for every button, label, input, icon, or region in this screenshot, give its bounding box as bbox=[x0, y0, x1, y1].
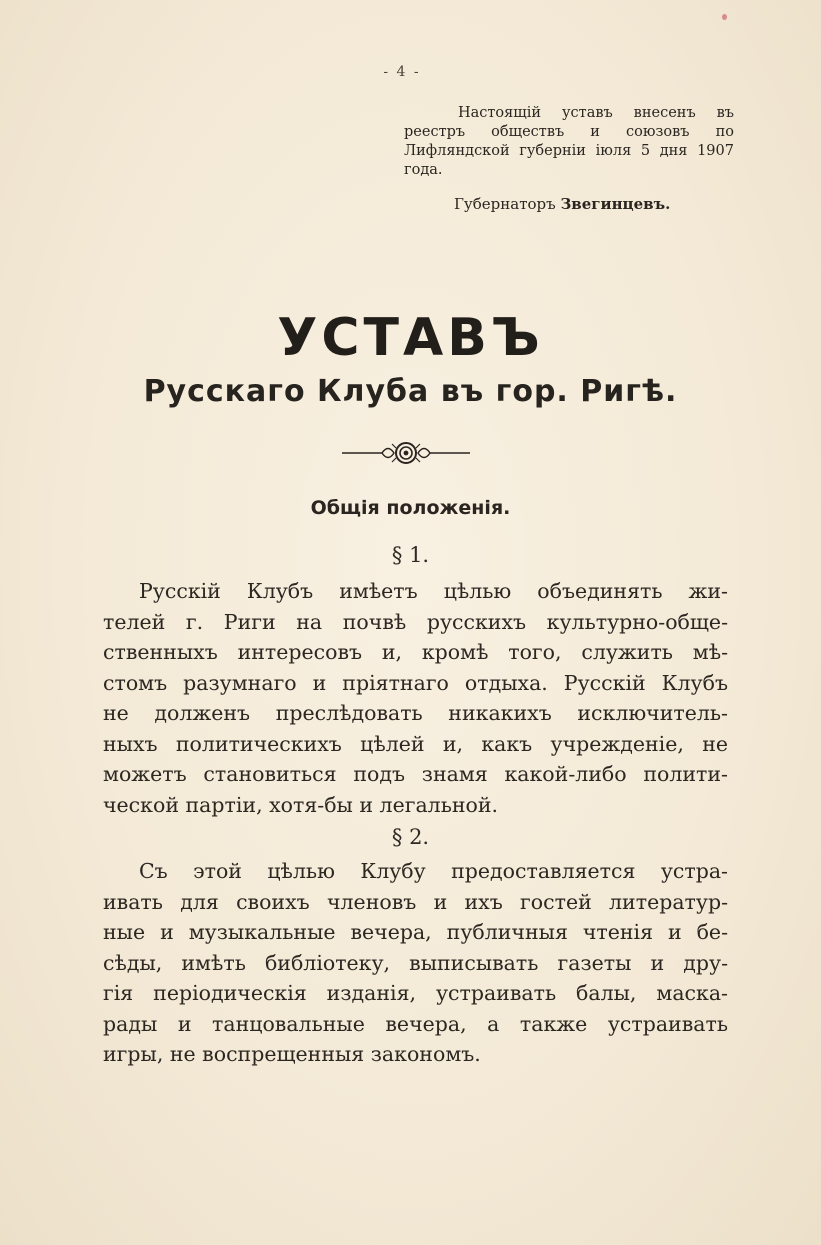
text-line: телей г. Риги на почвѣ русскихъ культурно-обще- bbox=[103, 609, 728, 634]
paragraph-1-text bbox=[103, 576, 728, 820]
registration-text: Настоящій уставъ внесенъ въ реестръ обществъ и союзовъ по Лифляндской губерніи іюля 5 дня 1907 года. bbox=[404, 105, 734, 178]
text-line: рады и танцовальные вечера, а также устраивать bbox=[103, 1011, 728, 1036]
text-line: не долженъ преслѣдовать никакихъ исключитель- bbox=[103, 701, 728, 725]
text-line: сѣды, имѣть библіотеку, выписывать газеты и дру- bbox=[103, 950, 728, 975]
text-line: игры, не воспрещенныя закономъ. bbox=[103, 1042, 481, 1066]
document-title: УСТАВЪ bbox=[277, 308, 544, 368]
signature-name: Звегинцевъ. bbox=[560, 195, 671, 213]
text-line: гія періодическія изданія, устраивать балы, маска- bbox=[103, 981, 728, 1005]
paragraph-1-mark: § 1. bbox=[391, 543, 430, 567]
document-subtitle: Русскаго Клуба въ гор. Ригѣ. bbox=[143, 374, 678, 409]
text-line: Русскій Клубъ имѣетъ цѣлью объединять жи- bbox=[139, 579, 728, 603]
text-line: ческой партіи, хотя-бы и легальной. bbox=[103, 792, 499, 817]
paper-stain bbox=[722, 14, 727, 20]
section-heading: Общія положенія. bbox=[310, 497, 511, 519]
paragraph-2-mark: § 2. bbox=[391, 825, 430, 849]
text-line: можетъ становиться подъ знамя какой-либо полити- bbox=[103, 762, 728, 786]
floral-divider-icon bbox=[340, 440, 472, 466]
registration-note bbox=[404, 104, 734, 214]
text-line: Съ этой цѣлью Клубу предоставляется устра- bbox=[139, 859, 728, 883]
text-line: ныхъ политическихъ цѣлей и, какъ учрежденіе, не bbox=[103, 731, 728, 756]
text-line: ивать для своихъ членовъ и ихъ гостей литератур- bbox=[103, 889, 728, 914]
signature-prefix: Губернаторъ bbox=[454, 195, 556, 213]
governor-signature bbox=[404, 195, 734, 214]
text-line: стомъ разумнаго и пріятнаго отдыха. Русскій Клубъ bbox=[103, 670, 728, 695]
text-line: ственныхъ интересовъ и, кромѣ того, служить мѣ- bbox=[103, 640, 728, 664]
page-number: - 4 - bbox=[383, 64, 421, 80]
paragraph-2-text bbox=[103, 856, 728, 1070]
text-line: ные и музыкальные вечера, публичныя чтенія и бе- bbox=[103, 920, 728, 944]
